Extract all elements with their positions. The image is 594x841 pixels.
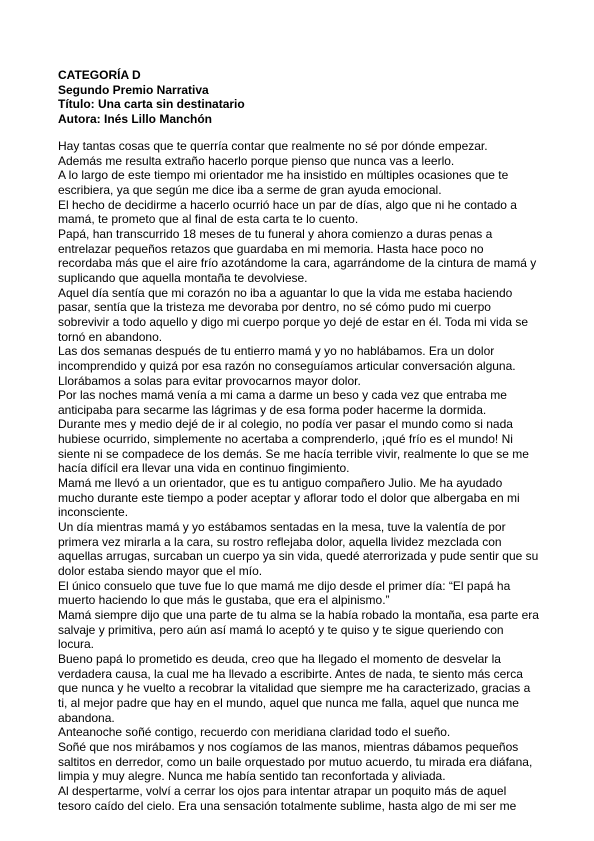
letter-paragraph <box>58 784 538 813</box>
text-line: Mamá siempre dijo que una parte de tu alma se la había robado la montaña, esa parte era <box>58 608 539 622</box>
letter-paragraph <box>58 227 538 286</box>
letter-paragraph <box>58 388 538 417</box>
letter-paragraph <box>58 740 538 784</box>
title-heading: Título: Una carta sin destinatario <box>58 97 245 112</box>
text-line: incomprendido y quizá por esa razón no conseguíamos articular conversación alguna. <box>58 358 516 373</box>
text-line: muerto haciendo lo que más le gustaba, que era el alpinismo.” <box>58 593 390 608</box>
letter-paragraph <box>58 579 538 608</box>
text-line: recordaba más que el aire frío azotándome la cara, agarrándome de la cintura de mamá y <box>58 256 537 271</box>
letter-paragraph <box>58 520 538 579</box>
letter-paragraph <box>58 608 538 652</box>
text-line: saltitos en derredor, como un baile orquestado por mutuo acuerdo, tu mirada era diáfana, <box>58 754 533 769</box>
category-heading: CATEGORÍA D <box>58 68 141 82</box>
text-line: Un día mientras mamá y yo estábamos sentadas en la mesa, tuve la valentía de por <box>58 520 506 535</box>
text-line: El hecho de decidirme a hacerlo ocurrió hace un par de días, algo que ni he contado a <box>58 197 517 212</box>
text-line: dolor estaba siendo mayor que el mío. <box>58 564 263 579</box>
text-line: verdadera causa, la cual me ha llevado a escribirte. Antes de nada, te siento más cerca <box>58 666 523 681</box>
text-line: siente ni se compadece de los demás. Se me hacía terrible vivir, realmente lo que se me <box>58 446 529 461</box>
text-line: Mamá me llevó a un orientador, que es tu antiguo compañero Julio. Me ha ayudado <box>58 476 503 491</box>
text-line: inconsciente. <box>58 505 129 520</box>
letter-paragraph <box>58 652 538 725</box>
letter-paragraph <box>58 198 538 227</box>
letter-paragraph <box>58 417 538 476</box>
text-line: A lo largo de este tiempo mi orientador me ha insistido en múltiples ocasiones que te <box>58 168 509 183</box>
text-line: Al despertarme, volví a cerrar los ojos para intentar atrapar un poquito más de aquel <box>58 783 507 798</box>
text-line: locura. <box>58 637 95 652</box>
letter-paragraph <box>58 344 538 388</box>
text-line: aquellas arrugas, surcaban un cuerpo ya sin vida, quedé aterrorizada y pude sentir que su <box>58 549 539 564</box>
text-line: sobrevivir a todo aquello y digo mi cuerpo porque yo dejé de estar en él. Toda mi vida se <box>58 314 529 329</box>
text-line: abandona. <box>58 710 115 725</box>
text-line: hacía difícil era llevar una vida en continuo fingimiento. <box>58 461 350 476</box>
text-line: salvaje y primitiva, pero aún así mamá lo aceptó y te quiso y te sigue queriendo con <box>58 622 504 637</box>
text-line: mamá, te prometo que al final de esta carta te lo cuento. <box>58 212 359 227</box>
text-line: hubiese ocurrido, simplemente no acertaba a comprenderlo, ¡qué frío es el mundo! Ni <box>58 432 513 447</box>
text-line: Aquel día sentía que mi corazón no iba a aguantar lo que la vida me estaba haciendo <box>58 285 513 300</box>
letter-paragraph <box>58 725 538 740</box>
text-line: Llorábamos a solas para evitar provocarnos mayor dolor. <box>58 373 361 388</box>
text-line: Hay tantas cosas que te querría contar que realmente no sé por dónde empezar. <box>58 139 488 153</box>
text-line: mucho durante este tiempo a poder aceptar y aflorar todo el dolor que albergaba en mi <box>58 490 520 505</box>
letter-paragraph <box>58 139 538 168</box>
text-line: El único consuelo que tuve fue lo que mamá me dijo desde el primer día: “El papá ha <box>58 578 511 593</box>
text-line: Soñé que nos mirábamos y nos cogíamos de las manos, mientras dábamos pequeños <box>58 739 519 754</box>
document-header <box>58 68 538 126</box>
text-line: pasar, sentía que la tristeza me devoraba por dentro, no sé cómo pudo mi cuerpo <box>58 300 491 315</box>
text-line: entrelazar pequeños retazos que guardaba en mi memoria. Hasta hace poco no <box>58 241 484 256</box>
text-line: Durante mes y medio dejé de ir al colegio, no podía ver pasar el mundo como si nada <box>58 417 513 432</box>
text-line: ti, al mejor padre que hay en el mundo, aquel que nunca me falla, aquel que nunca me <box>58 695 519 710</box>
text-line: Por las noches mamá venía a mi cama a darme un beso y cada vez que entraba me <box>58 388 507 403</box>
text-line: suplicando que aquella montaña te devolviese. <box>58 270 308 285</box>
letter-paragraph <box>58 286 538 345</box>
text-line: que nunca y he vuelto a recobrar la vitalidad que siempre me ha caracterizado, gracias a <box>58 681 531 696</box>
letter-paragraph <box>58 476 538 520</box>
text-line: Papá, han transcurrido 18 meses de tu funeral y ahora comienzo a duras penas a <box>58 226 493 241</box>
letter-body <box>58 139 538 813</box>
text-line: limpia y muy alegre. Nunca me había sentido tan reconfortada y aliviada. <box>58 769 446 784</box>
prize-heading: Segundo Premio Narrativa <box>58 82 209 97</box>
author-heading: Autora: Inés Lillo Manchón <box>58 111 213 126</box>
text-line: tesoro caído del cielo. Era una sensación totalmente sublime, hasta algo de mi ser me <box>58 798 517 813</box>
text-line: tornó en abandono. <box>58 329 163 344</box>
text-line: Las dos semanas después de tu entierro mamá y yo no hablábamos. Era un dolor <box>58 344 495 359</box>
text-line: anticipaba para secarme las lágrimas y de esa forma poder hacerme la dormida. <box>58 402 487 417</box>
text-line: primera vez mirarla a la cara, su rostro reflejaba dolor, aquella lividez mezclada con <box>58 534 502 549</box>
text-line: escribiera, ya que según me dice iba a serme de gran ayuda emocional. <box>58 182 442 197</box>
text-line: Bueno papá lo prometido es deuda, creo que ha llegado el momento de desvelar la <box>58 651 501 666</box>
text-line: Además me resulta extraño hacerlo porque pienso que nunca vas a leerlo. <box>58 153 455 168</box>
letter-paragraph <box>58 168 538 197</box>
text-line: Anteanoche soñé contigo, recuerdo con meridiana claridad todo el sueño. <box>58 725 451 740</box>
